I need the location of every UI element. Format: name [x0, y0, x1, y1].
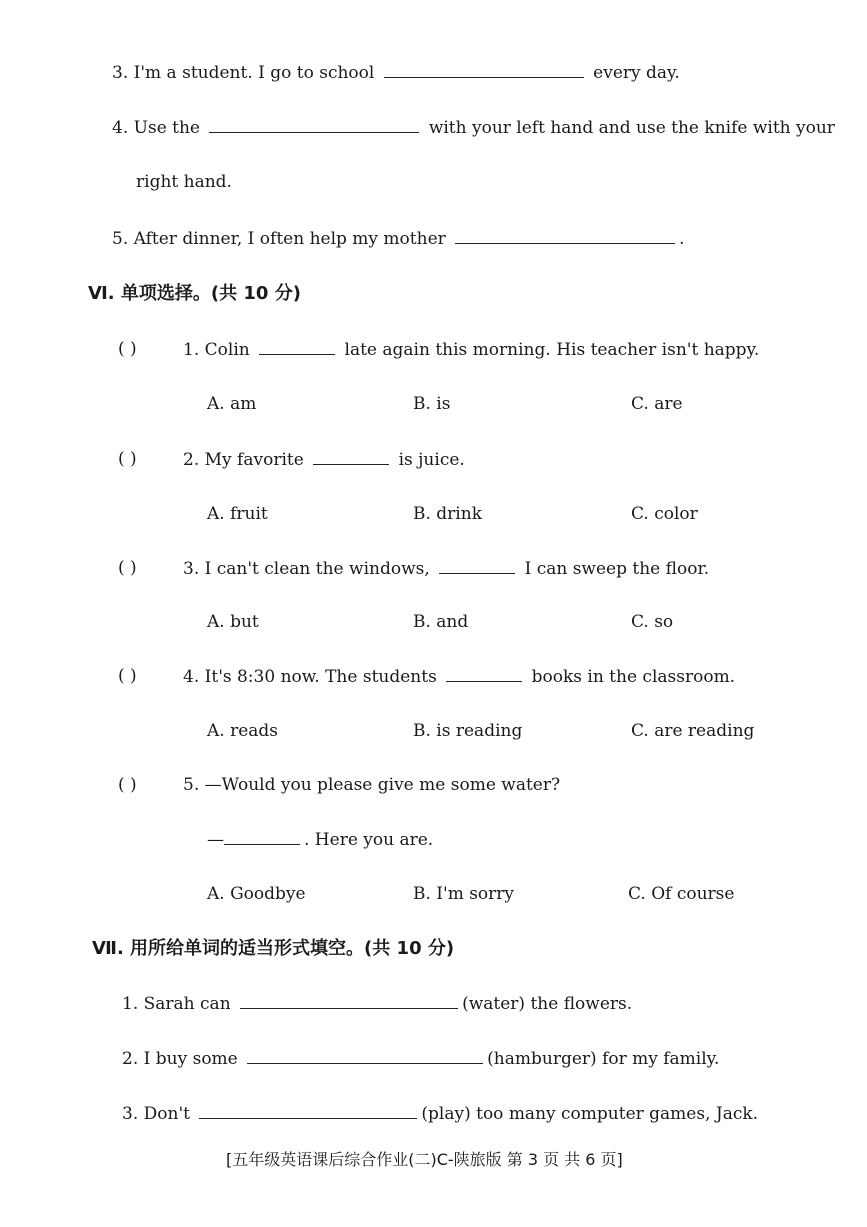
question-text: . Here you are. — [304, 830, 434, 850]
fill-item-4 — [112, 116, 835, 139]
item-text: too many computer games, Jack. — [476, 1104, 759, 1124]
item-text: Use the — [133, 118, 200, 138]
option-c: C. so — [631, 612, 674, 632]
option-a: A. but — [207, 612, 259, 632]
answer-paren[interactable]: ( ) — [118, 666, 137, 686]
option-a: A. Goodbye — [207, 884, 306, 904]
choice-question-5 — [183, 774, 560, 796]
dash: — — [207, 830, 224, 850]
answer-paren[interactable]: ( ) — [118, 775, 137, 795]
item-number: 2. — [122, 1049, 139, 1069]
answer-blank[interactable] — [384, 61, 584, 78]
choice-question-5-reply — [207, 828, 433, 851]
section-7-title: Ⅶ. 用所给单词的适当形式填空。(共 10 分) — [92, 938, 455, 959]
question-text: Colin — [204, 340, 250, 360]
option-a: A. fruit — [207, 504, 268, 524]
fill-item-5 — [112, 227, 685, 250]
item-number: 5. — [112, 229, 129, 249]
option-b: B. I'm sorry — [413, 884, 515, 904]
option-b: B. and — [413, 612, 469, 632]
question-number: 5. — [183, 775, 200, 795]
item-text: with your left hand and use the knife with your — [428, 118, 835, 138]
answer-blank — [224, 828, 300, 845]
choice-question-3 — [183, 557, 709, 580]
answer-paren[interactable]: ( ) — [118, 558, 137, 578]
item-text: for my family. — [602, 1049, 720, 1069]
form-item-3 — [122, 1102, 758, 1125]
form-item-1 — [122, 992, 632, 1015]
option-b: B. drink — [413, 504, 482, 524]
question-text: My favorite — [204, 450, 304, 470]
item-text: I'm a student. I go to school — [133, 63, 375, 83]
option-c: C. are — [631, 394, 683, 414]
fill-item-3 — [112, 61, 680, 84]
form-item-2 — [122, 1047, 719, 1070]
option-a: A. reads — [207, 721, 279, 741]
option-b: B. is reading — [413, 721, 523, 741]
question-text: late again this morning. His teacher isn't happy. — [344, 340, 760, 360]
choice-question-4 — [183, 665, 735, 688]
item-number: 1. — [122, 994, 139, 1014]
answer-blank — [446, 665, 522, 682]
answer-blank[interactable] — [209, 116, 419, 133]
answer-blank — [313, 448, 389, 465]
answer-blank[interactable] — [455, 227, 675, 244]
item-number: 3. — [122, 1104, 139, 1124]
page-footer: [五年级英语课后综合作业(二)C-陕旅版 第 3 页 共 6 页] — [226, 1150, 623, 1169]
item-text: every day. — [593, 63, 680, 83]
choice-question-2 — [183, 448, 465, 471]
answer-paren[interactable]: ( ) — [118, 339, 137, 359]
question-text: —Would you please give me some water? — [204, 775, 561, 795]
question-text: I can't clean the windows, — [204, 559, 430, 579]
item-text: Don't — [143, 1104, 190, 1124]
question-text: books in the classroom. — [531, 667, 736, 687]
question-number: 1. — [183, 340, 200, 360]
question-number: 2. — [183, 450, 200, 470]
item-text: Sarah can — [143, 994, 231, 1014]
answer-paren[interactable]: ( ) — [118, 449, 137, 469]
word-hint: (hamburger) — [487, 1049, 597, 1069]
answer-blank[interactable] — [240, 992, 458, 1009]
answer-blank — [439, 557, 515, 574]
option-c: C. are reading — [631, 721, 755, 741]
question-text: is juice. — [398, 450, 465, 470]
question-number: 4. — [183, 667, 200, 687]
question-number: 3. — [183, 559, 200, 579]
option-a: A. am — [207, 394, 257, 414]
choice-question-1 — [183, 338, 759, 361]
item-number: 3. — [112, 63, 129, 83]
question-text: I can sweep the floor. — [524, 559, 710, 579]
option-b: B. is — [413, 394, 451, 414]
option-c: C. color — [631, 504, 698, 524]
option-c: C. Of course — [628, 884, 735, 904]
answer-blank[interactable] — [199, 1102, 417, 1119]
item-text: I buy some — [143, 1049, 238, 1069]
answer-blank — [259, 338, 335, 355]
item-text: . — [679, 229, 685, 249]
item-number: 4. — [112, 118, 129, 138]
answer-blank[interactable] — [247, 1047, 483, 1064]
word-hint: (play) — [421, 1104, 471, 1124]
word-hint: (water) — [462, 994, 526, 1014]
fill-item-4-continued: right hand. — [136, 172, 232, 192]
question-text: It's 8:30 now. The students — [204, 667, 437, 687]
item-text: the flowers. — [530, 994, 633, 1014]
section-6-title: Ⅵ. 单项选择。(共 10 分) — [88, 283, 301, 304]
item-text: After dinner, I often help my mother — [133, 229, 446, 249]
